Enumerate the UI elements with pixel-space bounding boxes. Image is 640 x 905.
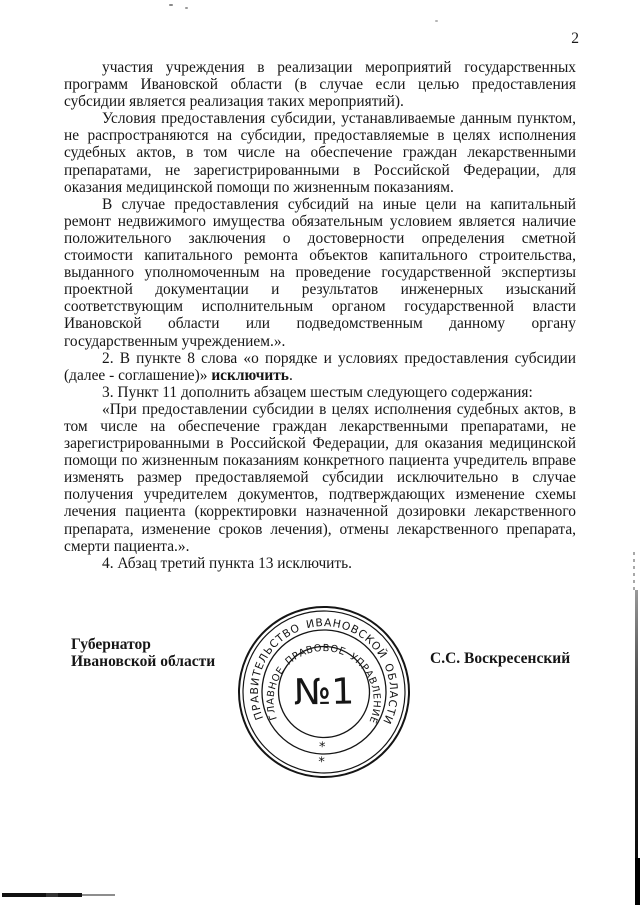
official-stamp-seal [233, 601, 415, 783]
stamp-outer-ring-text: ПРАВИТЕЛЬСТВО ИВАНОВСКОЙ ОБЛАСТИ [247, 615, 401, 727]
paragraph-text: Условия предоставления субсидии, устанавливаемые данным пунктом, не распространяются на субсидии, предоставляемые в целях исполнения судебных актов, в том числе на обеспечение граждан лекарственными препаратами, не зарегистрированными в Российской Федерации, для оказания медицинской помощи по жизненным показаниям. [64, 110, 576, 196]
stamp-star-outer: * [318, 754, 326, 771]
signatory-title-line1: Губернатор [71, 636, 151, 653]
paragraph-text: В случае предоставления субсидий на иные цели на капитальный ремонт недвижимого имущества обязательным условием является наличие положительного заключения о достоверности определения сметной стоимости капитального ремонта объектов капитального строительства, выданного уполномоченным на проведение государственной экспертизы проектной документации и результатов инженерных изысканий соответствующим исполнительным органом государственной власти Ивановской области или подведомственным данному органу государственным учреждением.». [64, 195, 576, 350]
scan-artifact-right-edge-line-bottom [635, 858, 640, 905]
paragraph-text: 3. Пункт 11 дополнить абзацем шестым следующего содержания: [102, 383, 533, 401]
scan-artifact-right-edge-dashes [633, 552, 635, 590]
paragraph-text: участия учреждения в реализации мероприятий государственных программ Ивановской области (в случае если целью предоставления субсидии является реализация таких мероприятий). [64, 59, 576, 111]
paragraph-text: . [288, 366, 293, 384]
document-body [64, 59, 576, 572]
paragraph [64, 555, 576, 572]
paragraph-bold-text: исключить [211, 366, 289, 384]
scan-speck [435, 20, 438, 22]
stamp-star-inner: * [318, 739, 326, 756]
signatory-title-line2: Ивановской области [71, 652, 216, 670]
paragraph-text: «При предоставлении субсидии в целях исполнения судебных актов, в том числе на обеспечение граждан лекарственными препаратами, не зарегистрированными в Российской Федерации, для оказания медицинской помощи по жизненным показаниям конкретного пациента учредитель вправе изменять размер предоставляемой субсидии исключительно в случае получения учредителем документов, подтверждающих изменение схемы лечения пациента (корректировки назначенной дозировки лекарственного препарата, изменение сроков лечения), отмены лекарственного препарата, смерти пациента.». [64, 400, 576, 555]
paragraph [64, 110, 576, 195]
signatory-title [71, 637, 215, 670]
scan-artifact-bottom-bar [2, 893, 82, 897]
scan-speck [185, 7, 188, 9]
signatory-name: С.С. Воскресенский [430, 650, 571, 667]
paragraph [64, 59, 576, 110]
stamp-number-text: №1 [293, 671, 355, 714]
scan-speck [169, 4, 173, 6]
paragraph [64, 384, 576, 401]
paragraph-text: 2. В пункте 8 слова «о порядке и условиях предоставления субсидии (далее - соглашение)» [64, 349, 576, 384]
paragraph [64, 196, 576, 350]
page-number: 2 [571, 30, 579, 47]
paragraph-text: 4. Абзац третий пункта 13 исключить. [102, 554, 353, 572]
stamp-inner-ring-text: ГЛАВНОЕ ПРАВОВОЕ УПРАВЛЕНИЕ [265, 642, 382, 726]
scan-artifact-bottom-bar-tail [82, 894, 115, 896]
paragraph [64, 350, 576, 384]
paragraph [64, 401, 576, 555]
